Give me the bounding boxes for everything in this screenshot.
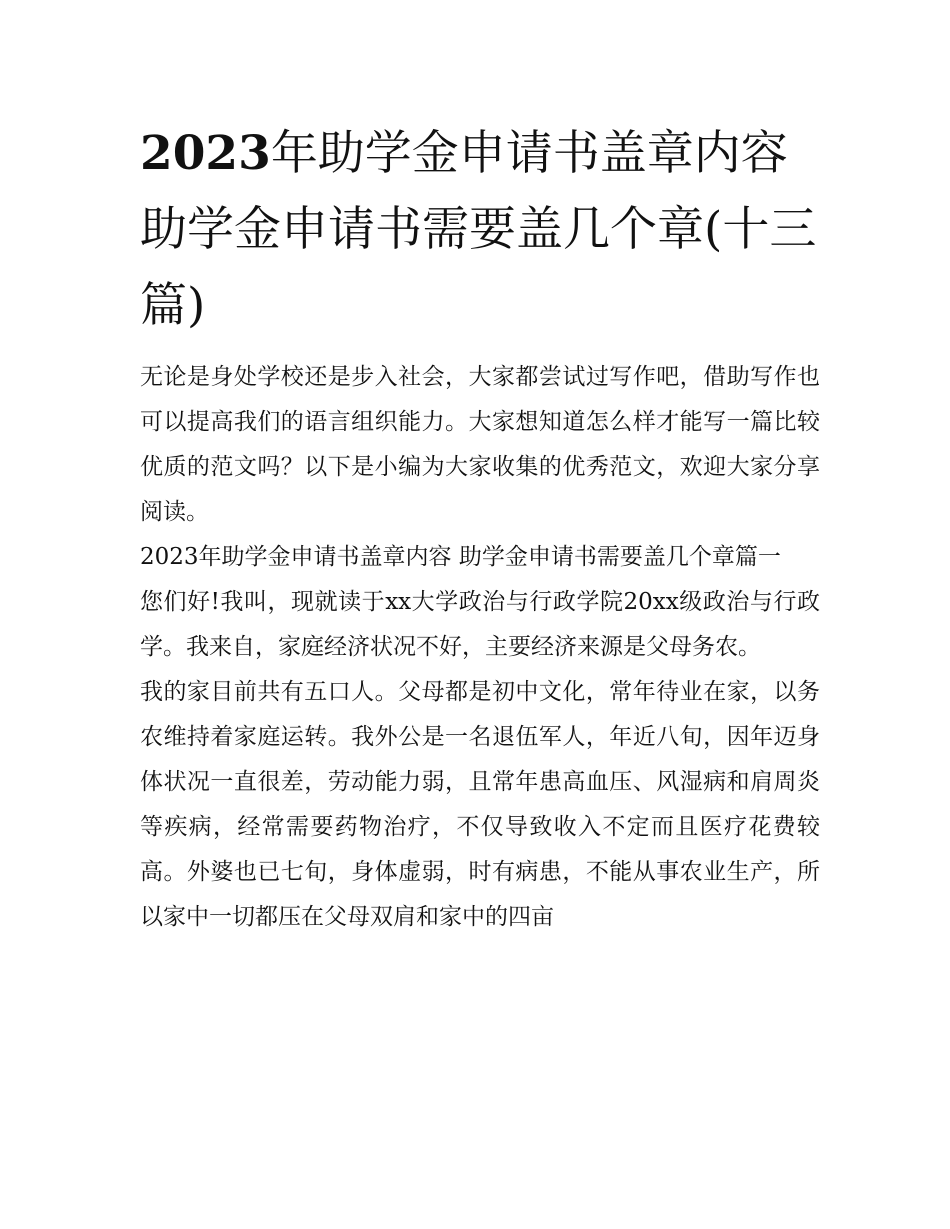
section-heading: 2023年助学金申请书盖章内容 助学金申请书需要盖几个章篇一 [140, 544, 781, 570]
document-title [140, 116, 820, 344]
body-paragraph: 我的家目前共有五口人。父母都是初中文化，常年待业在家，以务农维持着家庭运转。我外公是一名退伍军人，年近八旬，因年迈身体状况一直很差，劳动能力弱，且常年患高血压、风湿病和肩周炎等疾病，经常需要药物治疗，不仅导致收入不定而且医疗花费较高。外婆也已七旬，身体虚弱，时有病患，不能从事农业生产，所以家中一切都压在父母双肩和家中的四亩 [140, 679, 820, 930]
title-text: 年助学金申请书盖章内容 助学金申请书需要盖几个章(十三篇) [140, 126, 817, 333]
body-paragraph: 您们好!我叫，现就读于xx大学政治与行政学院20xx级政治与行政学。我来自，家庭经济状况不好，主要经济来源是父母务农。 [140, 589, 820, 660]
title-year: 2023 [140, 126, 271, 181]
document-body [140, 355, 820, 940]
intro-paragraph: 无论是身处学校还是步入社会，大家都尝试过写作吧，借助写作也可以提高我们的语言组织能力。大家想知道怎么样才能写一篇比较优质的范文吗？以下是小编为大家收集的优秀范文，欢迎大家分享阅读。 [140, 364, 820, 525]
